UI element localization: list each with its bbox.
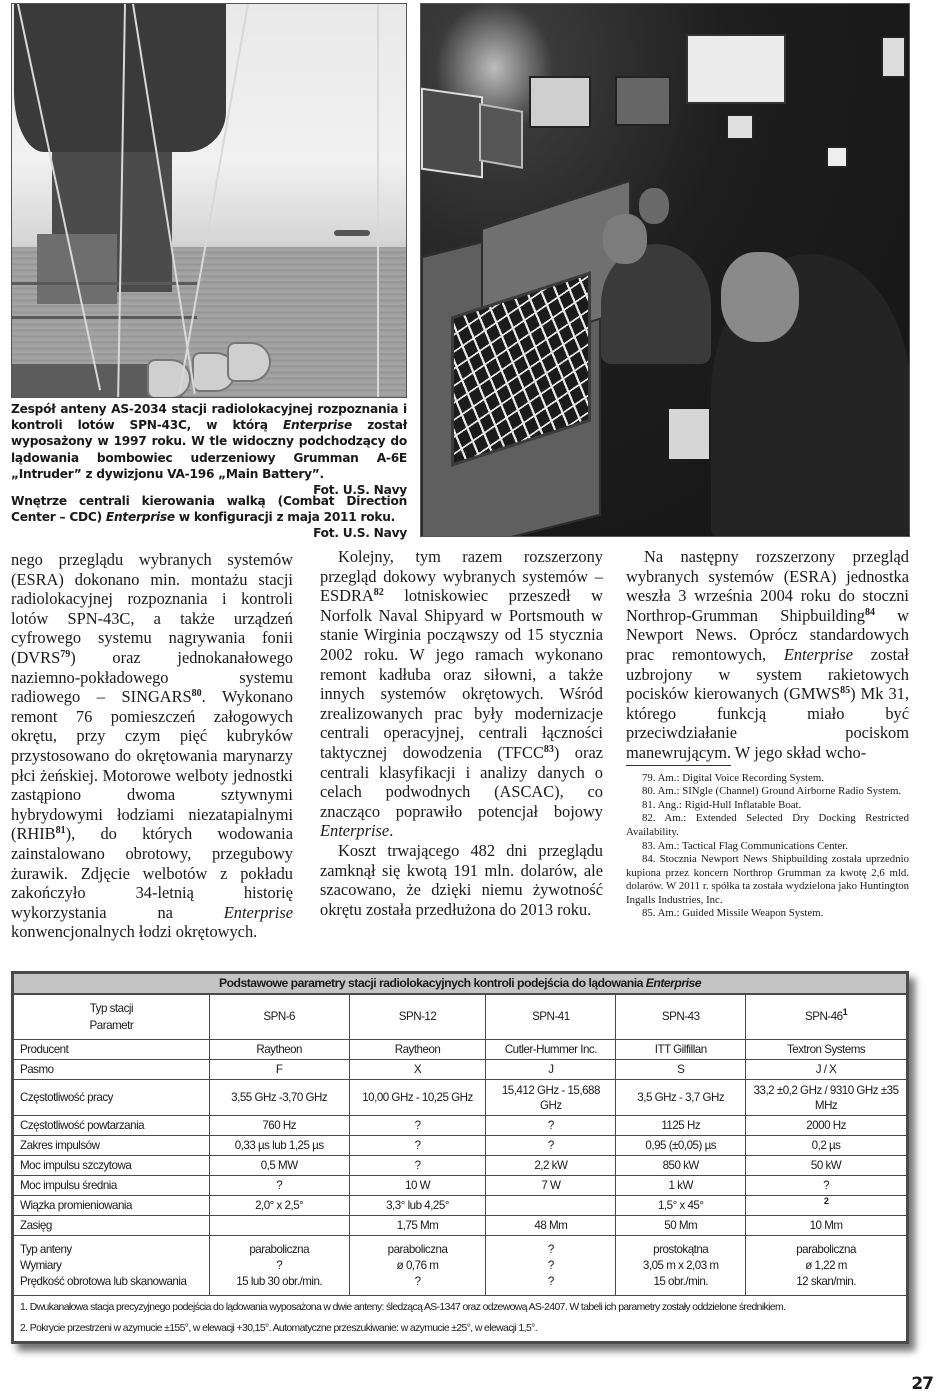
monitor-shape bbox=[615, 76, 671, 126]
table-cell: Raytheon bbox=[209, 1040, 349, 1060]
caption-ship-name: Enterprise bbox=[105, 510, 175, 525]
table-cell bbox=[486, 1196, 616, 1216]
cell-line: ? bbox=[547, 1258, 554, 1272]
table-cell: 850 kW bbox=[616, 1156, 746, 1176]
table-cell: 1,75 Mm bbox=[349, 1216, 486, 1236]
table-cell: 3,55 GHz -3,70 GHz bbox=[209, 1080, 349, 1116]
footnote-divider bbox=[626, 765, 731, 766]
table-cell bbox=[746, 1236, 907, 1296]
ship-name: Enterprise bbox=[783, 644, 854, 664]
row-label: Pasmo bbox=[14, 1060, 210, 1080]
table-cell bbox=[486, 1236, 616, 1296]
row-label: Częstotliwość powtarzania bbox=[14, 1116, 210, 1136]
monitor-shape bbox=[479, 103, 523, 169]
row-label: Moc impulsu średnia bbox=[14, 1176, 210, 1196]
table-cell: 50 Mm bbox=[616, 1216, 746, 1236]
photo-credit: Fot. U.S. Navy bbox=[313, 483, 407, 498]
table-row bbox=[14, 1156, 907, 1176]
floodlight-shape bbox=[227, 342, 271, 382]
row-label-group bbox=[14, 1236, 210, 1296]
cell-line: ? bbox=[547, 1274, 554, 1288]
table-cell: 1,5° x 45° bbox=[616, 1196, 746, 1216]
table-title-text: Podstawowe parametry stacji radiolokacyjnych kontroli podejścia do lądowania bbox=[218, 976, 646, 991]
text-run: ) oraz centrali klasyfikacji i analizy danych o celach podwodnych (ASCAC), co znacząco poprawiło potencjał bojowy bbox=[320, 742, 603, 821]
footnote-ref[interactable]: 81 bbox=[55, 825, 66, 837]
table-cell: 2,2 kW bbox=[486, 1156, 616, 1176]
caption-text: został wyposażony w 1997 roku. W tle widoczny podchodzący do lądowania bombowiec uderzeniowy Grumman A-6E „Intruder” z dywizjonu VA-196 „Main Battery”. bbox=[11, 418, 407, 481]
table-cell: J bbox=[486, 1060, 616, 1080]
corner-label-station-type: Typ stacji bbox=[89, 1001, 134, 1015]
footnote-ref[interactable]: 83 bbox=[543, 743, 554, 755]
table-cell: F bbox=[209, 1060, 349, 1080]
cell-line: 15 lub 30 obr./min. bbox=[236, 1274, 323, 1288]
table-cell: Raytheon bbox=[349, 1040, 486, 1060]
table-row bbox=[14, 1116, 907, 1136]
row-label: Producent bbox=[14, 1040, 210, 1060]
table-cell: ITT Gilfillan bbox=[616, 1040, 746, 1060]
table-row bbox=[14, 1040, 907, 1060]
footnote-ref[interactable]: 84 bbox=[864, 606, 875, 618]
row-label: Prędkość obrotowa lub skanowania bbox=[20, 1274, 187, 1288]
text-run: nego przeglądu wybranych systemów (ESRA) dokonano min. montażu stacji radiolokacyjnej rozpoznania i kontroli lotów SPN-43C, a także urządzeń cyfrowego systemu nagrywania fonii (DVRS bbox=[11, 550, 293, 667]
text-run: w Newport News. Oprócz standardowych prac remontowych, bbox=[626, 605, 909, 664]
table-cell: ? bbox=[486, 1136, 616, 1156]
table-cell bbox=[616, 1236, 746, 1296]
radar-parameters-table bbox=[11, 971, 909, 1344]
table-cell: 0,33 µs lub 1,25 µs bbox=[209, 1136, 349, 1156]
text-run: ) oraz jednokanałowego naziemno-pokładowego systemu radiowego – SINGARS bbox=[11, 647, 293, 707]
caption-text: w konfiguracji z maja 2011 roku. bbox=[174, 510, 396, 525]
column-header: SPN-6 bbox=[209, 994, 349, 1040]
table-cell: 0,2 µs bbox=[746, 1136, 907, 1156]
table-cell: ? bbox=[349, 1116, 486, 1136]
operator-head-shape bbox=[721, 252, 799, 342]
cell-line: 12 skan/min. bbox=[796, 1274, 856, 1288]
column-header-text: SPN-46 bbox=[805, 1010, 843, 1024]
table-cell: 10 W bbox=[349, 1176, 486, 1196]
ship-name: Enterprise bbox=[320, 821, 390, 841]
row-label: Wiązka promieniowania bbox=[14, 1196, 210, 1216]
footnote-83: 83. Am.: Tactical Flag Communications Center. bbox=[642, 839, 848, 852]
monitor-shape bbox=[726, 114, 754, 140]
cell-line: 3,05 m x 2,03 m bbox=[642, 1258, 719, 1272]
footnote-84: 84. Stocznia Newport News Shipbuilding została uprzednio kupiona przez koncern Northrop Grumman za kwotę 2,6 mld. dolarów. W 2011 r. spółka ta została wydzielona jako Huntington Ingalls Industries, Inc. bbox=[626, 853, 909, 906]
table-cell: 50 kW bbox=[746, 1156, 907, 1176]
photo-combat-direction-center bbox=[420, 3, 910, 537]
table-cell: J / X bbox=[746, 1060, 907, 1080]
cell-line: paraboliczna bbox=[249, 1242, 310, 1256]
table-cell bbox=[746, 1196, 907, 1216]
table-cell: 1125 Hz bbox=[616, 1116, 746, 1136]
text-run: lotniskowiec przeszedł w Norfolk Naval Shipyard w Portsmouth w stanie Wirginia począwszy od 15 stycznia 2002 roku. W jego ramach wykonano remont kadłuba oraz siłowni, a także innych systemów okrętowych. Wśród zrealizowanych prac były modernizacje centrali operacyjnej, centrali łączności taktycznej dowodzenia (TFCC bbox=[320, 586, 603, 762]
row-label: Wymiary bbox=[20, 1258, 62, 1272]
table-cell: 2000 Hz bbox=[746, 1116, 907, 1136]
footnote-82: 82. Am.: Extended Selected Dry Docking Restricted Availability. bbox=[626, 812, 909, 838]
column-header: SPN-41 bbox=[486, 994, 616, 1040]
cell-line: ? bbox=[276, 1258, 283, 1272]
footnote-ref[interactable]: 82 bbox=[373, 587, 384, 599]
table-cell: 7 W bbox=[486, 1176, 616, 1196]
table-notes bbox=[14, 1296, 907, 1342]
photo-caption-cdc bbox=[11, 493, 407, 542]
paragraph bbox=[626, 547, 909, 763]
table-cell: 10 Mm bbox=[746, 1216, 907, 1236]
table-note-2: 2. Pokrycie przestrzeni w azymucie ±155°, w elewacji +30,15°. Automatyczne przeszukiwanie: w azymucie ±25°, w elewacji 1,5°. bbox=[20, 1323, 537, 1334]
table-row bbox=[14, 1176, 907, 1196]
footnote-79: 79. Am.: Digital Voice Recording System. bbox=[642, 771, 824, 784]
text-run: Na następny rozszerzony przegląd wybranych systemów (ESRA) jednostka weszła 3 września 2004 roku do stoczni Northrop-Grumman Shipbuilding bbox=[626, 547, 909, 625]
row-label: Moc impulsu szczytowa bbox=[14, 1156, 210, 1176]
table-footnote-ref: 1 bbox=[842, 1007, 848, 1018]
table-cell: 48 Mm bbox=[486, 1216, 616, 1236]
table-cell: 2,0° x 2,5° bbox=[209, 1196, 349, 1216]
table-cell bbox=[349, 1236, 486, 1296]
row-label: Zasięg bbox=[14, 1216, 210, 1236]
monitor-shape bbox=[421, 88, 483, 179]
table-cell: 0,95 (±0,05) µs bbox=[616, 1136, 746, 1156]
cell-line: paraboliczna bbox=[796, 1242, 856, 1256]
table-row bbox=[14, 1060, 907, 1080]
railing-shape bbox=[12, 282, 197, 285]
footnote-80: 80. Am.: SINgle (Channel) Ground Airborne Radio System. bbox=[642, 785, 902, 798]
caption-ship-name: Enterprise bbox=[282, 418, 352, 433]
operator-head-shape bbox=[603, 214, 647, 264]
cell-line: 15 obr./min. bbox=[653, 1274, 709, 1288]
table-row bbox=[14, 1196, 907, 1216]
column-header: SPN-12 bbox=[349, 994, 486, 1040]
row-label: Zakres impulsów bbox=[14, 1136, 210, 1156]
cell-line: paraboliczna bbox=[387, 1242, 448, 1256]
table-cell: Cutler-Hummer Inc. bbox=[486, 1040, 616, 1060]
table-row bbox=[14, 1136, 907, 1156]
monitor-shape bbox=[529, 76, 591, 128]
spec-table bbox=[13, 973, 907, 1342]
table-cell: S bbox=[616, 1060, 746, 1080]
row-label: Typ anteny bbox=[20, 1242, 72, 1256]
paragraph: Koszt trwającego 482 dni przeglądu zamknął się kwotą 191 mln. dolarów, ale szacowano, że dzięki niemu żywotność okrętu została przedłużona do 2013 roku. bbox=[320, 840, 603, 919]
text-column-1 bbox=[11, 550, 293, 942]
page-number: 27 bbox=[911, 1374, 933, 1394]
table-note-1: 1. Dwukanałowa stacja precyzyjnego podejścia do lądowania wyposażona w dwie anteny: śledzącą AS-1347 oraz odzewową AS-2407. W tabeli ich parametry zostały oddzielone średnikiem. bbox=[20, 1302, 786, 1313]
table-row bbox=[14, 1216, 907, 1236]
cell-line: ø 0,76 m bbox=[396, 1258, 439, 1272]
table-cell: Textron Systems bbox=[746, 1040, 907, 1060]
table-notes-row bbox=[14, 1296, 907, 1342]
table-cell: 0,5 MW bbox=[209, 1156, 349, 1176]
operator-head-shape bbox=[639, 188, 669, 224]
cell-line: ? bbox=[414, 1274, 421, 1288]
corner-label-parameter: Parametr bbox=[89, 1018, 134, 1032]
paragraph bbox=[320, 547, 603, 841]
table-cell: 3,3° lub 4,25° bbox=[349, 1196, 486, 1216]
table-row bbox=[14, 1080, 907, 1116]
caption-text: Wnętrze centrali kierowania walką (Combat Direction Center – CDC) bbox=[11, 494, 407, 525]
monitor-shape bbox=[686, 34, 786, 104]
monitor-shape bbox=[881, 36, 906, 78]
table-cell: 15,412 GHz - 15,688 GHz bbox=[486, 1080, 616, 1116]
photo-credit: Fot. U.S. Navy bbox=[313, 526, 407, 541]
text-run: ), do których wodowania zainstalowano obrotowy, przegubowy żurawik. Zdjęcie welbotów z pokładu zakończyło 34-letnią historię wykorzystania na bbox=[11, 824, 293, 922]
table-cell: X bbox=[349, 1060, 486, 1080]
footnote-ref[interactable]: 80 bbox=[191, 688, 202, 700]
text-run: . Wykonano remont 76 pomieszczeń załogowych okrętu, przy czym pięć kubryków przystosowano do okrętowania marynarzy płci żeńskiej. Motorowe welboty jednostki zastąpiono dwoma sztywnymi hybrydowymi łodziami niezatapialnymi (RHIB bbox=[11, 687, 293, 844]
cell-line: ? bbox=[547, 1242, 554, 1256]
table-cell: ? bbox=[209, 1176, 349, 1196]
table-cell: ? bbox=[486, 1116, 616, 1136]
caption-text: Zespół anteny AS-2034 stacji radiolokacyjnej rozpoznania i kontroli lotów SPN-43C, w którą bbox=[11, 402, 407, 433]
table-cell bbox=[209, 1216, 349, 1236]
paper-shape bbox=[669, 409, 709, 459]
equipment-box-shape bbox=[37, 234, 117, 304]
table-cell: ? bbox=[349, 1136, 486, 1156]
aircraft-icon bbox=[334, 230, 370, 236]
table-footnote-ref: 2 bbox=[823, 1196, 829, 1206]
column-header bbox=[746, 994, 907, 1040]
footnote-81: 81. Ang.: Rigid-Hull Inflatable Boat. bbox=[642, 798, 802, 811]
wire-shape bbox=[377, 4, 379, 398]
table-row-antenna bbox=[14, 1236, 907, 1296]
text-run: Kolejny, tym razem rozszerzony przegląd dokowy wybranych systemów – ESDRA bbox=[320, 547, 603, 606]
text-run: ) Mk 31, którego funkcją miało być przeciwdziałanie pociskom manewrującym. W jego skład wcho- bbox=[626, 684, 909, 762]
paragraph bbox=[11, 550, 293, 942]
railing-shape bbox=[12, 316, 197, 319]
table-corner-cell bbox=[14, 994, 210, 1040]
row-label: Częstotliwość pracy bbox=[14, 1080, 210, 1116]
table-cell: 10,00 GHz - 10,25 GHz bbox=[349, 1080, 486, 1116]
ship-name: Enterprise bbox=[223, 902, 293, 922]
table-cell: 760 Hz bbox=[209, 1116, 349, 1136]
table-cell: 1 kW bbox=[616, 1176, 746, 1196]
column-header: SPN-43 bbox=[616, 994, 746, 1040]
photo-radar-antenna bbox=[11, 3, 407, 398]
text-run: został uzbrojony w system rakietowych pocisków kierowanych (GMWS bbox=[626, 644, 909, 704]
table-header-row bbox=[14, 994, 907, 1040]
table-cell bbox=[209, 1236, 349, 1296]
photo-caption-radar bbox=[11, 401, 407, 498]
text-run: konwencjonalnych łodzi okrętowych. bbox=[11, 922, 258, 942]
text-column-3 bbox=[626, 547, 909, 921]
text-column-2 bbox=[320, 547, 603, 919]
footnote-ref[interactable]: 85 bbox=[840, 685, 851, 697]
footnote-ref[interactable]: 79 bbox=[60, 648, 71, 660]
table-title bbox=[14, 974, 907, 994]
cell-line: prostokątna bbox=[653, 1242, 709, 1256]
table-title-ship: Enterprise bbox=[645, 976, 702, 991]
table-cell: 33,2 ±0,2 GHz / 9310 GHz ±35 MHz bbox=[746, 1080, 907, 1116]
table-cell: ? bbox=[746, 1176, 907, 1196]
cell-line: ø 1,22 m bbox=[805, 1258, 847, 1272]
table-cell: 3,5 GHz - 3,7 GHz bbox=[616, 1080, 746, 1116]
footnote-85: 85. Am.: Guided Missile Weapon System. bbox=[642, 907, 824, 920]
table-cell: ? bbox=[349, 1156, 486, 1176]
footnotes bbox=[626, 772, 909, 922]
monitor-shape bbox=[826, 146, 848, 168]
text-run: . bbox=[389, 821, 394, 841]
